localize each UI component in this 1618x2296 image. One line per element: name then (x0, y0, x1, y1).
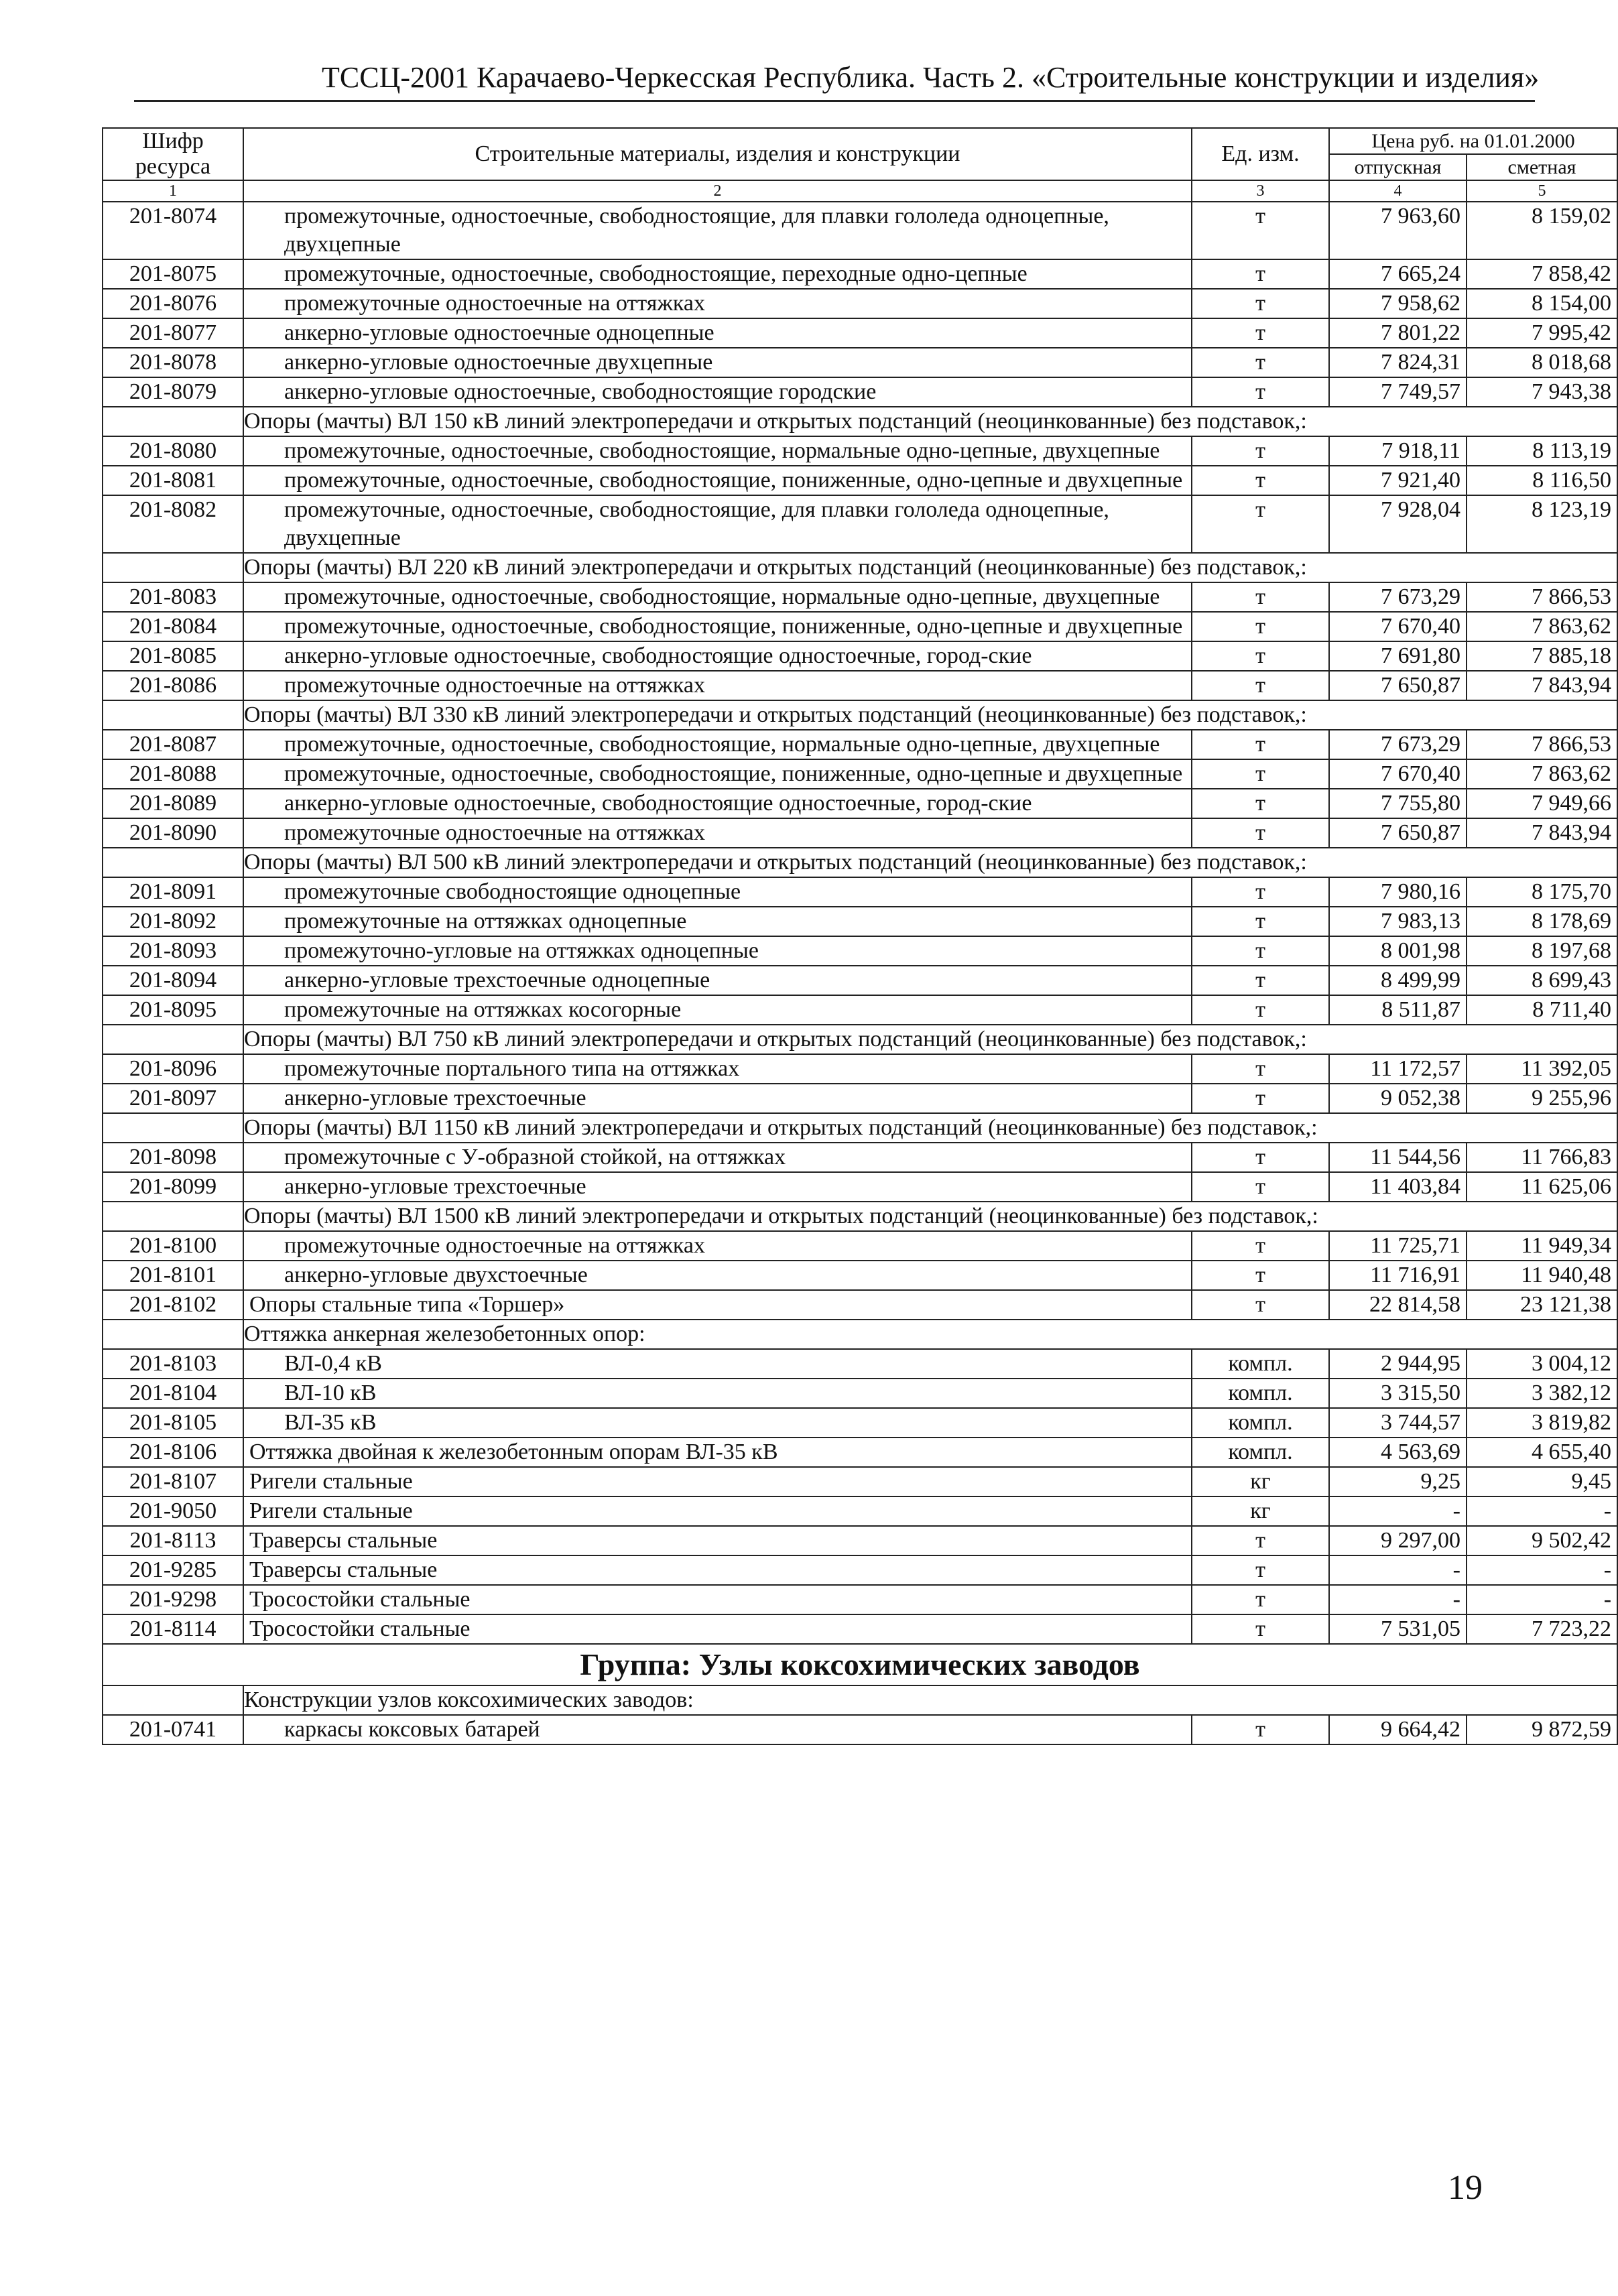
table-row (103, 966, 1617, 995)
row-unit: т (1192, 348, 1329, 377)
row-description: промежуточно-угловые на оттяжках одноцепные (243, 936, 1192, 966)
row-code: 201-8099 (103, 1172, 243, 1202)
row-estimate-price: 8 116,50 (1467, 466, 1617, 495)
row-estimate-price: 7 723,22 (1467, 1614, 1617, 1644)
row-unit: т (1192, 582, 1329, 612)
table-row (103, 1585, 1617, 1614)
row-estimate-price: 9 872,59 (1467, 1715, 1617, 1744)
row-description: Ригели стальные (243, 1467, 1192, 1496)
row-estimate-price: 4 655,40 (1467, 1438, 1617, 1467)
table-row (103, 1408, 1617, 1438)
row-code: 201-8103 (103, 1349, 243, 1379)
table-row (103, 466, 1617, 495)
row-description: ВЛ-10 кВ (243, 1379, 1192, 1408)
row-release-price: 7 928,04 (1329, 495, 1467, 553)
section-row (103, 1320, 1617, 1349)
table-row (103, 348, 1617, 377)
row-unit: т (1192, 936, 1329, 966)
row-release-price: 11 725,71 (1329, 1231, 1467, 1261)
row-release-price: 22 814,58 (1329, 1290, 1467, 1320)
section-spacer (103, 1202, 243, 1231)
col-number: 4 (1329, 180, 1467, 202)
row-code: 201-8083 (103, 582, 243, 612)
row-code: 201-8092 (103, 907, 243, 936)
row-estimate-price: 3 382,12 (1467, 1379, 1617, 1408)
row-unit: компл. (1192, 1438, 1329, 1467)
row-description: промежуточные свободностоящие одноцепные (243, 877, 1192, 907)
row-description: промежуточные, одностоечные, свободностоящие, пониженные, одно-цепные и двухцепные (243, 466, 1192, 495)
section-spacer (103, 700, 243, 730)
row-estimate-price: 8 159,02 (1467, 202, 1617, 259)
row-code: 201-8088 (103, 759, 243, 789)
row-estimate-price: - (1467, 1555, 1617, 1585)
row-estimate-price: 8 113,19 (1467, 436, 1617, 466)
table-row (103, 1379, 1617, 1408)
row-estimate-price: 7 843,94 (1467, 671, 1617, 700)
row-release-price: 11 403,84 (1329, 1172, 1467, 1202)
table-row (103, 1084, 1617, 1113)
page-header: ТССЦ-2001 Карачаево-Черкесская Республика. Часть 2. «Строительные конструкции и изделия» (322, 61, 1540, 94)
row-estimate-price: 7 858,42 (1467, 259, 1617, 289)
row-code: 201-8081 (103, 466, 243, 495)
header-rule (134, 100, 1535, 102)
row-release-price: 7 673,29 (1329, 582, 1467, 612)
row-description: промежуточные, одностоечные, свободностоящие, нормальные одно-цепные, двухцепные (243, 436, 1192, 466)
row-code: 201-8085 (103, 641, 243, 671)
section-heading: Опоры (мачты) ВЛ 500 кВ линий электропередачи и открытых подстанций (неоцинкованные) без подставок,: (243, 848, 1617, 877)
row-code: 201-8100 (103, 1231, 243, 1261)
row-unit: т (1192, 1715, 1329, 1744)
row-code: 201-8075 (103, 259, 243, 289)
table-row (103, 1614, 1617, 1644)
row-description: промежуточные, одностоечные, свободностоящие, нормальные одно-цепные, двухцепные (243, 582, 1192, 612)
row-unit: т (1192, 907, 1329, 936)
col-number: 1 (103, 180, 243, 202)
row-code: 201-8089 (103, 789, 243, 818)
row-release-price: 7 673,29 (1329, 730, 1467, 759)
row-release-price: 7 824,31 (1329, 348, 1467, 377)
table-row (103, 1172, 1617, 1202)
section-heading: Опоры (мачты) ВЛ 220 кВ линий электропередачи и открытых подстанций (неоцинкованные) без подставок,: (243, 553, 1617, 582)
row-estimate-price: 8 018,68 (1467, 348, 1617, 377)
row-release-price: 7 918,11 (1329, 436, 1467, 466)
row-description: каркасы коксовых батарей (243, 1715, 1192, 1744)
row-description: Тросостойки стальные (243, 1585, 1192, 1614)
row-release-price: 2 944,95 (1329, 1349, 1467, 1379)
section-heading: Опоры (мачты) ВЛ 750 кВ линий электропередачи и открытых подстанций (неоцинкованные) без подставок,: (243, 1025, 1617, 1054)
row-code: 201-9285 (103, 1555, 243, 1585)
row-estimate-price: 3 004,12 (1467, 1349, 1617, 1379)
row-release-price: 7 749,57 (1329, 377, 1467, 407)
row-description: анкерно-угловые трехстоечные (243, 1084, 1192, 1113)
row-unit: т (1192, 966, 1329, 995)
row-estimate-price: 8 175,70 (1467, 877, 1617, 907)
row-description: промежуточные портального типа на оттяжках (243, 1054, 1192, 1084)
row-estimate-price: 11 392,05 (1467, 1054, 1617, 1084)
row-estimate-price: 7 863,62 (1467, 612, 1617, 641)
row-code: 201-8076 (103, 289, 243, 318)
table-row (103, 789, 1617, 818)
row-unit: т (1192, 1143, 1329, 1172)
row-release-price: 7 755,80 (1329, 789, 1467, 818)
row-release-price: 7 670,40 (1329, 759, 1467, 789)
section-spacer (103, 848, 243, 877)
row-estimate-price: 8 711,40 (1467, 995, 1617, 1025)
row-description: промежуточные, одностоечные, свободностоящие, нормальные одно-цепные, двухцепные (243, 730, 1192, 759)
section-spacer (103, 1685, 243, 1715)
row-code: 201-8082 (103, 495, 243, 553)
row-description: промежуточные, одностоечные, свободностоящие, для плавки гололеда одноцепные, двухцепные (243, 495, 1192, 553)
row-unit: т (1192, 877, 1329, 907)
row-release-price: 7 670,40 (1329, 612, 1467, 641)
row-code: 201-8106 (103, 1438, 243, 1467)
row-code: 201-8074 (103, 202, 243, 259)
table-row (103, 1715, 1617, 1744)
table-row (103, 289, 1617, 318)
section-spacer (103, 1113, 243, 1143)
row-description: анкерно-угловые одностоечные одноцепные (243, 318, 1192, 348)
table-row (103, 936, 1617, 966)
row-release-price: 7 963,60 (1329, 202, 1467, 259)
table-row (103, 671, 1617, 700)
row-release-price: - (1329, 1585, 1467, 1614)
row-unit: т (1192, 436, 1329, 466)
row-code: 201-8086 (103, 671, 243, 700)
row-description: промежуточные, одностоечные, свободностоящие, пониженные, одно-цепные и двухцепные (243, 612, 1192, 641)
row-release-price: 9 664,42 (1329, 1715, 1467, 1744)
row-release-price: 7 650,87 (1329, 818, 1467, 848)
row-estimate-price: 7 943,38 (1467, 377, 1617, 407)
row-release-price: 8 511,87 (1329, 995, 1467, 1025)
section-heading: Конструкции узлов коксохимических заводов: (243, 1685, 1617, 1715)
col-estimate-header: сметная (1467, 154, 1617, 180)
row-code: 201-9298 (103, 1585, 243, 1614)
row-description: промежуточные одностоечные на оттяжках (243, 818, 1192, 848)
section-row (103, 1113, 1617, 1143)
row-unit: компл. (1192, 1349, 1329, 1379)
section-row (103, 700, 1617, 730)
row-description: Ригели стальные (243, 1496, 1192, 1526)
row-description: промежуточные одностоечные на оттяжках (243, 289, 1192, 318)
table-row (103, 1496, 1617, 1526)
row-release-price: 9 297,00 (1329, 1526, 1467, 1555)
table-row (103, 1143, 1617, 1172)
col-number: 2 (243, 180, 1192, 202)
row-estimate-price: - (1467, 1496, 1617, 1526)
row-release-price: 3 744,57 (1329, 1408, 1467, 1438)
table-row (103, 877, 1617, 907)
row-release-price: 11 544,56 (1329, 1143, 1467, 1172)
table-row (103, 1526, 1617, 1555)
row-code: 201-8097 (103, 1084, 243, 1113)
row-description: Опоры стальные типа «Торшер» (243, 1290, 1192, 1320)
table-row (103, 1349, 1617, 1379)
row-unit: т (1192, 818, 1329, 848)
row-unit: т (1192, 1261, 1329, 1290)
row-estimate-price: 7 995,42 (1467, 318, 1617, 348)
row-code: 201-8093 (103, 936, 243, 966)
row-code: 201-8080 (103, 436, 243, 466)
table-row (103, 1054, 1617, 1084)
row-code: 201-8091 (103, 877, 243, 907)
row-release-price: 3 315,50 (1329, 1379, 1467, 1408)
row-unit: т (1192, 1172, 1329, 1202)
row-description: промежуточные, одностоечные, свободностоящие, переходные одно-цепные (243, 259, 1192, 289)
row-estimate-price: 9 255,96 (1467, 1084, 1617, 1113)
row-unit: т (1192, 612, 1329, 641)
row-description: ВЛ-0,4 кВ (243, 1349, 1192, 1379)
table-row (103, 730, 1617, 759)
row-code: 201-8114 (103, 1614, 243, 1644)
price-table (102, 127, 1618, 1745)
row-unit: т (1192, 318, 1329, 348)
section-row (103, 1685, 1617, 1715)
row-unit: т (1192, 1585, 1329, 1614)
row-estimate-price: 11 766,83 (1467, 1143, 1617, 1172)
row-release-price: 7 983,13 (1329, 907, 1467, 936)
table-row (103, 818, 1617, 848)
table-row (103, 318, 1617, 348)
table-row (103, 1261, 1617, 1290)
row-estimate-price: 7 866,53 (1467, 582, 1617, 612)
row-estimate-price: 8 197,68 (1467, 936, 1617, 966)
table-row (103, 759, 1617, 789)
row-estimate-price: 23 121,38 (1467, 1290, 1617, 1320)
row-code: 201-8079 (103, 377, 243, 407)
row-release-price: 7 650,87 (1329, 671, 1467, 700)
row-release-price: 7 958,62 (1329, 289, 1467, 318)
row-code: 201-8101 (103, 1261, 243, 1290)
col-price-header: Цена руб. на 01.01.2000 (1329, 128, 1617, 154)
page-number: 19 (1448, 2169, 1483, 2207)
row-description: промежуточные на оттяжках косогорные (243, 995, 1192, 1025)
row-unit: т (1192, 1084, 1329, 1113)
row-description: анкерно-угловые одностоечные, свободностоящие городские (243, 377, 1192, 407)
row-code: 201-8084 (103, 612, 243, 641)
row-description: анкерно-угловые одностоечные, свободностоящие одностоечные, город-ские (243, 641, 1192, 671)
row-release-price: 8 001,98 (1329, 936, 1467, 966)
row-description: Траверсы стальные (243, 1526, 1192, 1555)
row-unit: т (1192, 1290, 1329, 1320)
row-description: анкерно-угловые двухстоечные (243, 1261, 1192, 1290)
row-estimate-price: - (1467, 1585, 1617, 1614)
section-row (103, 553, 1617, 582)
row-release-price: 8 499,99 (1329, 966, 1467, 995)
col-code-header: Шифр ресурса (103, 128, 243, 180)
row-description: ВЛ-35 кВ (243, 1408, 1192, 1438)
section-spacer (103, 1320, 243, 1349)
row-unit: т (1192, 1526, 1329, 1555)
row-estimate-price: 7 866,53 (1467, 730, 1617, 759)
row-code: 201-0741 (103, 1715, 243, 1744)
row-estimate-price: 7 949,66 (1467, 789, 1617, 818)
row-unit: кг (1192, 1496, 1329, 1526)
row-unit: т (1192, 759, 1329, 789)
row-unit: т (1192, 377, 1329, 407)
row-release-price: 7 801,22 (1329, 318, 1467, 348)
row-estimate-price: 7 863,62 (1467, 759, 1617, 789)
row-estimate-price: 7 885,18 (1467, 641, 1617, 671)
row-description: Тросостойки стальные (243, 1614, 1192, 1644)
section-heading: Оттяжка анкерная железобетонных опор: (243, 1320, 1617, 1349)
row-description: промежуточные на оттяжках одноцепные (243, 907, 1192, 936)
table-row (103, 1438, 1617, 1467)
row-release-price: 9,25 (1329, 1467, 1467, 1496)
row-unit: т (1192, 995, 1329, 1025)
table-row (103, 1231, 1617, 1261)
row-unit: т (1192, 495, 1329, 553)
row-unit: т (1192, 789, 1329, 818)
row-estimate-price: 8 178,69 (1467, 907, 1617, 936)
row-code: 201-8113 (103, 1526, 243, 1555)
table-row (103, 612, 1617, 641)
row-code: 201-8090 (103, 818, 243, 848)
row-unit: т (1192, 1614, 1329, 1644)
row-release-price: 11 172,57 (1329, 1054, 1467, 1084)
row-estimate-price: 9 502,42 (1467, 1526, 1617, 1555)
row-unit: компл. (1192, 1408, 1329, 1438)
section-row (103, 848, 1617, 877)
row-release-price: 7 665,24 (1329, 259, 1467, 289)
row-estimate-price: 3 819,82 (1467, 1408, 1617, 1438)
row-unit: т (1192, 730, 1329, 759)
section-row (103, 1202, 1617, 1231)
row-code: 201-8095 (103, 995, 243, 1025)
row-estimate-price: 8 154,00 (1467, 289, 1617, 318)
row-code: 201-8104 (103, 1379, 243, 1408)
row-description: промежуточные одностоечные на оттяжках (243, 1231, 1192, 1261)
col-unit-header: Ед. изм. (1192, 128, 1329, 180)
row-estimate-price: 8 123,19 (1467, 495, 1617, 553)
row-release-price: 7 531,05 (1329, 1614, 1467, 1644)
section-heading: Опоры (мачты) ВЛ 330 кВ линий электропередачи и открытых подстанций (неоцинкованные) без подставок,: (243, 700, 1617, 730)
row-estimate-price: 7 843,94 (1467, 818, 1617, 848)
row-code: 201-9050 (103, 1496, 243, 1526)
row-unit: компл. (1192, 1379, 1329, 1408)
row-unit: т (1192, 289, 1329, 318)
row-release-price: 7 980,16 (1329, 877, 1467, 907)
row-estimate-price: 9,45 (1467, 1467, 1617, 1496)
table-row (103, 377, 1617, 407)
row-release-price: 9 052,38 (1329, 1084, 1467, 1113)
row-estimate-price: 11 949,34 (1467, 1231, 1617, 1261)
row-code: 201-8096 (103, 1054, 243, 1084)
row-description: промежуточные с У-образной стойкой, на оттяжках (243, 1143, 1192, 1172)
row-code: 201-8078 (103, 348, 243, 377)
section-spacer (103, 407, 243, 436)
table-row (103, 202, 1617, 259)
row-unit: кг (1192, 1467, 1329, 1496)
row-description: анкерно-угловые трехстоечные (243, 1172, 1192, 1202)
row-description: анкерно-угловые одностоечные двухцепные (243, 348, 1192, 377)
row-release-price: 7 921,40 (1329, 466, 1467, 495)
row-estimate-price: 8 699,43 (1467, 966, 1617, 995)
table-row (103, 1290, 1617, 1320)
table-row (103, 907, 1617, 936)
row-code: 201-8077 (103, 318, 243, 348)
section-spacer (103, 553, 243, 582)
row-estimate-price: 11 940,48 (1467, 1261, 1617, 1290)
row-release-price: 11 716,91 (1329, 1261, 1467, 1290)
table-row (103, 582, 1617, 612)
row-unit: т (1192, 641, 1329, 671)
table-row (103, 259, 1617, 289)
row-unit: т (1192, 671, 1329, 700)
section-spacer (103, 1025, 243, 1054)
row-description: Оттяжка двойная к железобетонным опорам ВЛ-35 кВ (243, 1438, 1192, 1467)
section-row (103, 1025, 1617, 1054)
row-code: 201-8107 (103, 1467, 243, 1496)
row-code: 201-8102 (103, 1290, 243, 1320)
row-release-price: 4 563,69 (1329, 1438, 1467, 1467)
row-code: 201-8087 (103, 730, 243, 759)
group-row (103, 1644, 1617, 1685)
group-heading: Группа: Узлы коксохимических заводов (103, 1644, 1617, 1685)
table-row (103, 1467, 1617, 1496)
row-description: анкерно-угловые одностоечные, свободностоящие одностоечные, город-ские (243, 789, 1192, 818)
col-number: 3 (1192, 180, 1329, 202)
table-row (103, 495, 1617, 553)
table-row (103, 436, 1617, 466)
row-unit: т (1192, 202, 1329, 259)
row-description: Траверсы стальные (243, 1555, 1192, 1585)
table-row (103, 641, 1617, 671)
row-unit: т (1192, 1231, 1329, 1261)
row-unit: т (1192, 1555, 1329, 1585)
row-unit: т (1192, 1054, 1329, 1084)
row-description: промежуточные одностоечные на оттяжках (243, 671, 1192, 700)
section-row (103, 407, 1617, 436)
row-unit: т (1192, 259, 1329, 289)
row-description: анкерно-угловые трехстоечные одноцепные (243, 966, 1192, 995)
row-code: 201-8094 (103, 966, 243, 995)
col-release-header: отпускная (1329, 154, 1467, 180)
col-name-header: Строительные материалы, изделия и конструкции (243, 128, 1192, 180)
table-row (103, 995, 1617, 1025)
row-code: 201-8098 (103, 1143, 243, 1172)
row-estimate-price: 11 625,06 (1467, 1172, 1617, 1202)
row-release-price: - (1329, 1496, 1467, 1526)
row-release-price: - (1329, 1555, 1467, 1585)
col-number: 5 (1467, 180, 1617, 202)
row-description: промежуточные, одностоечные, свободностоящие, пониженные, одно-цепные и двухцепные (243, 759, 1192, 789)
section-heading: Опоры (мачты) ВЛ 1150 кВ линий электропередачи и открытых подстанций (неоцинкованные) без подставок,: (243, 1113, 1617, 1143)
row-code: 201-8105 (103, 1408, 243, 1438)
section-heading: Опоры (мачты) ВЛ 1500 кВ линий электропередачи и открытых подстанций (неоцинкованные) без подставок,: (243, 1202, 1617, 1231)
row-unit: т (1192, 466, 1329, 495)
row-description: промежуточные, одностоечные, свободностоящие, для плавки гололеда одноцепные, двухцепные (243, 202, 1192, 259)
section-heading: Опоры (мачты) ВЛ 150 кВ линий электропередачи и открытых подстанций (неоцинкованные) без подставок,: (243, 407, 1617, 436)
row-release-price: 7 691,80 (1329, 641, 1467, 671)
table-row (103, 1555, 1617, 1585)
